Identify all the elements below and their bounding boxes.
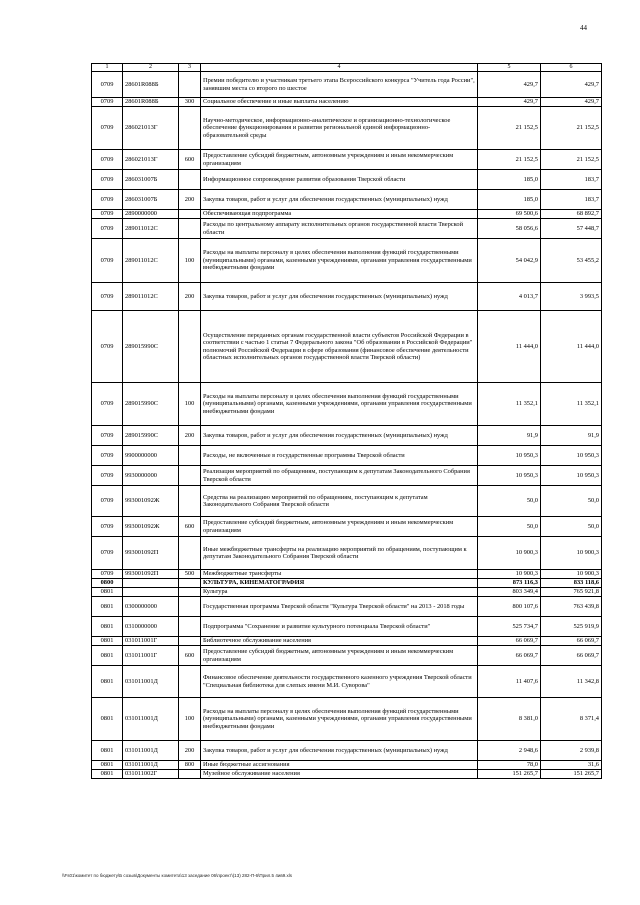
- item-name-cell: Предоставление субсидий бюджетным, автономным учреждениям и иным некоммерческим организациям: [201, 517, 478, 537]
- amount-plan-cell: 11 407,6: [478, 666, 541, 698]
- expense-type-cell: [179, 219, 201, 239]
- file-path-footer: \\Fs01\комитет по бюджету\Б созыв\Документы комитета\13 заседание 06\проект\(13) 282-П-6\Прил.5 4ив9.xls: [62, 873, 292, 878]
- table-row: [92, 219, 602, 239]
- item-name-cell: Расходы, не включенные в государственные программы Тверской области: [201, 446, 478, 466]
- amount-actual-cell: 183,7: [541, 170, 602, 190]
- amount-actual-cell: 50,0: [541, 486, 602, 517]
- table-row: [92, 646, 602, 666]
- amount-plan-cell: 10 900,3: [478, 570, 541, 579]
- target-code-cell: 031011001Д: [123, 761, 179, 770]
- section-code-cell: 0709: [92, 517, 123, 537]
- expense-type-cell: 200: [179, 426, 201, 446]
- table-row: [92, 446, 602, 466]
- item-name-cell: Подпрограмма "Сохранение и развитие культурного потенциала Тверской области": [201, 617, 478, 637]
- amount-plan-cell: 8 381,0: [478, 698, 541, 741]
- item-name-cell: Информационное сопровождение развития образования Тверской области: [201, 170, 478, 190]
- amount-plan-cell: 10 900,3: [478, 537, 541, 570]
- amount-actual-cell: 66 069,7: [541, 646, 602, 666]
- table-row: [92, 98, 602, 107]
- amount-actual-cell: 11 352,1: [541, 383, 602, 426]
- item-name-cell: Расходы по центральному аппарату исполнительных органов государственной власти Тверской области: [201, 219, 478, 239]
- table-row: [92, 210, 602, 219]
- amount-plan-cell: 69 500,6: [478, 210, 541, 219]
- target-code-cell: 0300000000: [123, 597, 179, 617]
- item-name-cell: Библиотечное обслуживание населения: [201, 637, 478, 646]
- amount-plan-cell: 58 056,6: [478, 219, 541, 239]
- target-code-cell: 28601R088Б: [123, 72, 179, 98]
- amount-plan-cell: 803 349,4: [478, 588, 541, 597]
- section-code-cell: 0709: [92, 283, 123, 311]
- target-code-cell: 993001092Ж: [123, 486, 179, 517]
- expense-type-cell: 200: [179, 283, 201, 311]
- table-row: [92, 637, 602, 646]
- budget-table: [91, 63, 602, 779]
- target-code-cell: 031011002Г: [123, 770, 179, 779]
- item-name-cell: Средства на реализацию мероприятий по обращениям, поступающим к депутатам Законодательного Собрания Тверской области: [201, 486, 478, 517]
- section-code-cell: 0709: [92, 98, 123, 107]
- amount-actual-cell: 763 439,8: [541, 597, 602, 617]
- amount-actual-cell: 91,9: [541, 426, 602, 446]
- amount-actual-cell: 11 444,0: [541, 311, 602, 383]
- expense-type-cell: [179, 666, 201, 698]
- table-row: [92, 597, 602, 617]
- amount-plan-cell: 185,0: [478, 190, 541, 210]
- section-code-cell: 0709: [92, 570, 123, 579]
- target-code-cell: 9930000000: [123, 466, 179, 486]
- target-code-cell: 031011001Г: [123, 646, 179, 666]
- target-code-cell: 993001092П: [123, 537, 179, 570]
- amount-plan-cell: 2 948,6: [478, 741, 541, 761]
- section-code-cell: 0709: [92, 383, 123, 426]
- section-code-cell: 0709: [92, 72, 123, 98]
- expense-type-cell: [179, 170, 201, 190]
- table-row: [92, 698, 602, 741]
- section-code-cell: 0709: [92, 426, 123, 446]
- target-code-cell: 2890000000: [123, 210, 179, 219]
- item-name-cell: Премии победителю и участникам третьего этапа Всероссийского конкурса "Учитель года России", занявшим места со второго по шестое: [201, 72, 478, 98]
- amount-actual-cell: 429,7: [541, 98, 602, 107]
- expense-type-cell: 300: [179, 98, 201, 107]
- amount-plan-cell: 525 734,7: [478, 617, 541, 637]
- item-name-cell: Расходы на выплаты персоналу в целях обеспечения выполнения функций государственными (муниципальными) органами, казенными учреждениями, органами управления государственными внебюджетными фондами: [201, 383, 478, 426]
- section-code-cell: 0709: [92, 446, 123, 466]
- item-name-cell: Предоставление субсидий бюджетным, автономным учреждениям и иным некоммерческим организациям: [201, 646, 478, 666]
- amount-plan-cell: 78,0: [478, 761, 541, 770]
- amount-actual-cell: 10 950,3: [541, 466, 602, 486]
- table-row: [92, 537, 602, 570]
- amount-actual-cell: 53 455,2: [541, 239, 602, 283]
- target-code-cell: 289011012С: [123, 283, 179, 311]
- section-code-cell: 0801: [92, 761, 123, 770]
- expense-type-cell: 500: [179, 570, 201, 579]
- section-code-cell: 0801: [92, 646, 123, 666]
- expense-type-cell: [179, 597, 201, 617]
- amount-plan-cell: 185,0: [478, 170, 541, 190]
- column-header: 1: [92, 64, 123, 72]
- target-code-cell: 993001092Ж: [123, 517, 179, 537]
- item-name-cell: Иные межбюджетные трансферты на реализацию мероприятий по обращениям, поступающим к депутатам Законодательного Собрания Тверской области: [201, 537, 478, 570]
- item-name-cell: Закупка товаров, работ и услуг для обеспечения государственных (муниципальных) нужд: [201, 190, 478, 210]
- amount-plan-cell: 50,0: [478, 486, 541, 517]
- column-header: 3: [179, 64, 201, 72]
- table-row: [92, 311, 602, 383]
- table-row: [92, 107, 602, 150]
- table-row: [92, 617, 602, 637]
- column-header: 4: [201, 64, 478, 72]
- amount-plan-cell: 10 950,3: [478, 446, 541, 466]
- expense-type-cell: [179, 588, 201, 597]
- expense-type-cell: [179, 446, 201, 466]
- item-name-cell: Закупка товаров, работ и услуг для обеспечения государственных (муниципальных) нужд: [201, 426, 478, 446]
- expense-type-cell: 200: [179, 190, 201, 210]
- amount-actual-cell: 833 118,6: [541, 579, 602, 588]
- amount-plan-cell: 429,7: [478, 98, 541, 107]
- amount-plan-cell: 54 042,9: [478, 239, 541, 283]
- target-code-cell: 289015990С: [123, 311, 179, 383]
- section-code-cell: 0801: [92, 741, 123, 761]
- target-code-cell: 031011001Г: [123, 637, 179, 646]
- table-row: [92, 170, 602, 190]
- target-code-cell: 993001092П: [123, 570, 179, 579]
- table-row: [92, 150, 602, 170]
- amount-actual-cell: 429,7: [541, 72, 602, 98]
- section-code-cell: 0801: [92, 617, 123, 637]
- target-code-cell: 289011012С: [123, 239, 179, 283]
- section-code-cell: 0709: [92, 239, 123, 283]
- target-code-cell: 289011012С: [123, 219, 179, 239]
- amount-plan-cell: 50,0: [478, 517, 541, 537]
- item-name-cell: Иные бюджетные ассигнования: [201, 761, 478, 770]
- expense-type-cell: [179, 466, 201, 486]
- target-code-cell: 031011001Д: [123, 698, 179, 741]
- section-code-cell: 0709: [92, 107, 123, 150]
- amount-plan-cell: 10 950,3: [478, 466, 541, 486]
- section-code-cell: 0709: [92, 150, 123, 170]
- table-row: [92, 517, 602, 537]
- amount-actual-cell: 183,7: [541, 190, 602, 210]
- table-row: [92, 770, 602, 779]
- target-code-cell: 031011001Д: [123, 666, 179, 698]
- expense-type-cell: 600: [179, 646, 201, 666]
- expense-type-cell: [179, 617, 201, 637]
- amount-plan-cell: 429,7: [478, 72, 541, 98]
- table-row: [92, 283, 602, 311]
- amount-actual-cell: 3 993,5: [541, 283, 602, 311]
- table-row: [92, 72, 602, 98]
- expense-type-cell: [179, 486, 201, 517]
- target-code-cell: [123, 588, 179, 597]
- expense-type-cell: 100: [179, 239, 201, 283]
- expense-type-cell: 800: [179, 761, 201, 770]
- section-code-cell: 0801: [92, 770, 123, 779]
- amount-actual-cell: 21 152,5: [541, 150, 602, 170]
- target-code-cell: 286021013Г: [123, 107, 179, 150]
- section-code-cell: 0801: [92, 666, 123, 698]
- table-row: [92, 588, 602, 597]
- item-name-cell: Обеспечивающая подпрограмма: [201, 210, 478, 219]
- amount-actual-cell: 525 919,9: [541, 617, 602, 637]
- target-code-cell: 289015990С: [123, 383, 179, 426]
- amount-plan-cell: 151 265,7: [478, 770, 541, 779]
- target-code-cell: 9900000000: [123, 446, 179, 466]
- expense-type-cell: [179, 537, 201, 570]
- amount-plan-cell: 873 116,3: [478, 579, 541, 588]
- amount-actual-cell: 31,6: [541, 761, 602, 770]
- section-code-cell: 0709: [92, 219, 123, 239]
- target-code-cell: 286031007Б: [123, 170, 179, 190]
- table-row: [92, 466, 602, 486]
- amount-actual-cell: 10 900,3: [541, 570, 602, 579]
- expense-type-cell: [179, 770, 201, 779]
- table-row: [92, 239, 602, 283]
- table-row: [92, 761, 602, 770]
- column-header: 6: [541, 64, 602, 72]
- amount-actual-cell: 11 342,8: [541, 666, 602, 698]
- table-row: [92, 579, 602, 588]
- section-code-cell: 0801: [92, 597, 123, 617]
- section-code-cell: 0800: [92, 579, 123, 588]
- item-name-cell: Предоставление субсидий бюджетным, автономным учреждениям и иным некоммерческим организациям: [201, 150, 478, 170]
- amount-actual-cell: 21 152,5: [541, 107, 602, 150]
- item-name-cell: Осуществление переданных органам государственной власти субъектов Российской Федерации в соответствии с частью 1 статьи 7 Федерального закона "Об образовании в Российской Федерации" полномочий Российской Федерации в сфере образования (финансовое обеспечение деятельности областных исполнительных органов государственной власти Тверской области): [201, 311, 478, 383]
- amount-actual-cell: 50,0: [541, 517, 602, 537]
- expense-type-cell: [179, 311, 201, 383]
- budget-table-body: [92, 64, 602, 779]
- item-name-cell: Реализация мероприятий по обращениям, поступающим к депутатам Законодательного Собрания Тверской области: [201, 466, 478, 486]
- item-name-cell: Музейное обслуживание населения: [201, 770, 478, 779]
- item-name-cell: Закупка товаров, работ и услуг для обеспечения государственных (муниципальных) нужд: [201, 283, 478, 311]
- expense-type-cell: 100: [179, 698, 201, 741]
- expense-type-cell: [179, 107, 201, 150]
- amount-plan-cell: 66 069,7: [478, 637, 541, 646]
- amount-actual-cell: 10 950,3: [541, 446, 602, 466]
- amount-actual-cell: 66 069,7: [541, 637, 602, 646]
- table-row: [92, 486, 602, 517]
- table-header-row: [92, 64, 602, 72]
- expense-type-cell: 600: [179, 517, 201, 537]
- target-code-cell: 0310000000: [123, 617, 179, 637]
- section-code-cell: 0709: [92, 190, 123, 210]
- column-header: 5: [478, 64, 541, 72]
- target-code-cell: 28601R088Б: [123, 98, 179, 107]
- table-row: [92, 570, 602, 579]
- section-code-cell: 0709: [92, 486, 123, 517]
- page-number: 44: [580, 24, 587, 32]
- expense-type-cell: 200: [179, 741, 201, 761]
- amount-actual-cell: 151 265,7: [541, 770, 602, 779]
- amount-plan-cell: 4 013,7: [478, 283, 541, 311]
- item-name-cell: Культура: [201, 588, 478, 597]
- expense-type-cell: 100: [179, 383, 201, 426]
- expense-type-cell: [179, 637, 201, 646]
- amount-actual-cell: 10 900,3: [541, 537, 602, 570]
- table-row: [92, 426, 602, 446]
- amount-plan-cell: 91,9: [478, 426, 541, 446]
- item-name-cell: Расходы на выплаты персоналу в целях обеспечения выполнения функций государственными (муниципальными) органами, казенными учреждениями, органами управления государственными внебюджетными фондами: [201, 698, 478, 741]
- item-name-cell: Социальное обеспечение и иные выплаты населению: [201, 98, 478, 107]
- amount-actual-cell: 8 371,4: [541, 698, 602, 741]
- amount-plan-cell: 21 152,5: [478, 150, 541, 170]
- target-code-cell: 286021013Г: [123, 150, 179, 170]
- amount-plan-cell: 66 069,7: [478, 646, 541, 666]
- table-row: [92, 190, 602, 210]
- table-row: [92, 741, 602, 761]
- section-code-cell: 0709: [92, 210, 123, 219]
- target-code-cell: 031011001Д: [123, 741, 179, 761]
- amount-plan-cell: 11 444,0: [478, 311, 541, 383]
- amount-actual-cell: 57 448,7: [541, 219, 602, 239]
- column-header: 2: [123, 64, 179, 72]
- item-name-cell: Закупка товаров, работ и услуг для обеспечения государственных (муниципальных) нужд: [201, 741, 478, 761]
- item-name-cell: Межбюджетные трансферты: [201, 570, 478, 579]
- item-name-cell: Финансовое обеспечение деятельности государственного казенного учреждения Тверской области "Специальная библиотека для слепых имени М.И. Суворова": [201, 666, 478, 698]
- amount-actual-cell: 2 939,8: [541, 741, 602, 761]
- target-code-cell: [123, 579, 179, 588]
- section-code-cell: 0801: [92, 698, 123, 741]
- section-code-cell: 0801: [92, 588, 123, 597]
- amount-actual-cell: 765 921,8: [541, 588, 602, 597]
- section-code-cell: 0709: [92, 466, 123, 486]
- section-code-cell: 0801: [92, 637, 123, 646]
- amount-plan-cell: 11 352,1: [478, 383, 541, 426]
- target-code-cell: 286031007Б: [123, 190, 179, 210]
- expense-type-cell: [179, 72, 201, 98]
- table-row: [92, 383, 602, 426]
- item-name-cell: Расходы на выплаты персоналу в целях обеспечения выполнения функций государственными (муниципальными) органами, казенными учреждениями, органами управления государственными внебюджетными фондами: [201, 239, 478, 283]
- item-name-cell: КУЛЬТУРА, КИНЕМАТОГРАФИЯ: [201, 579, 478, 588]
- section-code-cell: 0709: [92, 537, 123, 570]
- section-code-cell: 0709: [92, 170, 123, 190]
- expense-type-cell: [179, 210, 201, 219]
- expense-type-cell: [179, 579, 201, 588]
- amount-plan-cell: 800 107,6: [478, 597, 541, 617]
- target-code-cell: 289015990С: [123, 426, 179, 446]
- item-name-cell: Научно-методическое, информационно-аналитическое и организационно-технологическое обеспечение функционирования и развития региональной единой информационно-образовательной среды: [201, 107, 478, 150]
- item-name-cell: Государственная программа Тверской области "Культура Тверской области" на 2013 - 2018 годы: [201, 597, 478, 617]
- expense-type-cell: 600: [179, 150, 201, 170]
- amount-actual-cell: 68 892,7: [541, 210, 602, 219]
- amount-plan-cell: 21 152,5: [478, 107, 541, 150]
- section-code-cell: 0709: [92, 311, 123, 383]
- table-row: [92, 666, 602, 698]
